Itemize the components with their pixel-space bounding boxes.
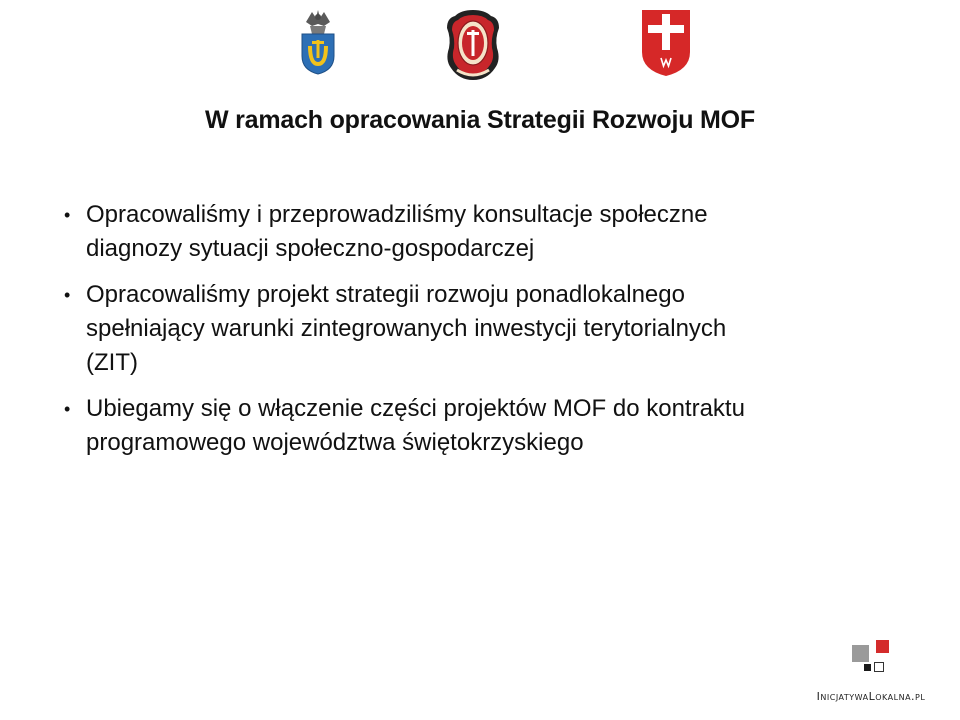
inicjatywa-lokalna-logo bbox=[796, 632, 946, 714]
crest-red-cartouche-icon bbox=[445, 8, 501, 82]
bullet-dot-icon: • bbox=[64, 285, 71, 305]
bullet-line: Opracowaliśmy projekt strategii rozwoju ponadlokalnego bbox=[86, 281, 685, 308]
crest-eagle-horseshoe-icon bbox=[296, 8, 340, 76]
bullet-line: spełniający warunki zintegrowanych inwestycji terytorialnych bbox=[86, 315, 727, 342]
crest-red-white-cross-icon bbox=[640, 8, 692, 78]
bullet-item bbox=[62, 278, 912, 380]
crests-row bbox=[0, 8, 960, 88]
bullet-item bbox=[62, 198, 912, 266]
bullet-line: (ZIT) bbox=[86, 349, 138, 376]
slide-title: W ramach opracowania Strategii Rozwoju MOF bbox=[204, 106, 755, 134]
bullet-line: Opracowaliśmy i przeprowadziliśmy konsultacje społeczne bbox=[86, 201, 708, 228]
bullet-line: programowego województwa świętokrzyskiego bbox=[86, 429, 584, 456]
bullet-line: Ubiegamy się o włączenie części projektów MOF do kontraktu bbox=[86, 395, 745, 422]
bullet-dot-icon: • bbox=[64, 205, 71, 225]
logo-brand-text: InicjatywaLokalna.pl bbox=[816, 690, 926, 703]
bullet-dot-icon: • bbox=[64, 399, 71, 419]
bullet-list bbox=[62, 198, 912, 472]
bullet-item bbox=[62, 392, 912, 460]
bullet-line: diagnozy sytuacji społeczno-gospodarczej bbox=[86, 235, 535, 262]
logo-squares-icon bbox=[852, 640, 892, 680]
